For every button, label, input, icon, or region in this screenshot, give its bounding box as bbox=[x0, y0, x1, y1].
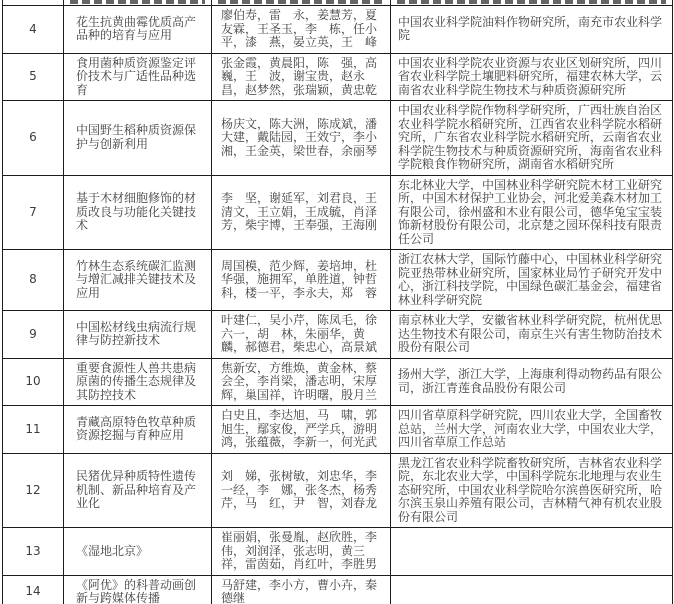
organizations: 黑龙江省农业科学院畜牧研究所，吉林省农业科学院，东北农业大学，中国科学院东北地理与农业生态研究所，中国农业科学院哈尔滨兽医研究所，哈尔滨玉泉山养殖有限公司，吉林精气神有机农业股份有限公司 bbox=[391, 453, 673, 528]
project-title: 基于木材细胞修饰的材质改良与功能化关键技术 bbox=[64, 175, 212, 250]
table-row bbox=[3, 250, 673, 311]
project-title: 《阿优》的科普动画创新与跨媒体传播 bbox=[64, 575, 212, 604]
awardee-names: 廖伯寿，雷 永，姜慧芳，夏友霖，王圣玉，李 栋，任小平，漆 燕，晏立英，王 峰 bbox=[212, 6, 391, 54]
project-title: 《湿地北京》 bbox=[64, 528, 212, 576]
organizations: 东北林业大学，中国林业科学研究院木材工业研究所，中国木材保护工业协会，河北爱美森木材加工有限公司，徐州盛和木业有限公司，德华兔宝宝装饰新材股份有限公司，北京楚之园环保科技有限责任公司 bbox=[391, 175, 673, 250]
organizations: 扬州大学，浙江大学，上海康利得动物药品有限公司，浙江青莲食品股份有限公司 bbox=[391, 358, 673, 406]
row-number: 12 bbox=[3, 453, 64, 528]
awardee-names: 刘 娣，张树敏，刘忠华，李一经，李 娜，张冬杰，杨秀芹，马 红，尹 智，刘春龙 bbox=[212, 453, 391, 528]
awardee-names: 周国模，范少辉，姜培坤，杜华强，施拥军，单胜道，钟哲科，楼一平，李永夫，郑 蓉 bbox=[212, 250, 391, 311]
table-row bbox=[3, 311, 673, 359]
project-title: 竹林生态系统碳汇监测与增汇减排关键技术及应用 bbox=[64, 250, 212, 311]
awardee-names: 崔丽娟，张曼胤，赵欣胜，李 伟，刘润泽，张志明，黄三祥，雷茵茹，肖红叶，李胜男 bbox=[212, 528, 391, 576]
table-row bbox=[3, 528, 673, 576]
table-row bbox=[3, 358, 673, 406]
row-number: 14 bbox=[3, 575, 64, 604]
table-row bbox=[3, 6, 673, 54]
organizations bbox=[391, 575, 673, 604]
table-row bbox=[3, 575, 673, 604]
organizations bbox=[391, 528, 673, 576]
table-row bbox=[3, 406, 673, 454]
row-number: 10 bbox=[3, 358, 64, 406]
clipped-text-fragment bbox=[397, 0, 666, 4]
clipped-text-fragment bbox=[70, 0, 205, 4]
table-row bbox=[3, 175, 673, 250]
organizations: 四川省草原科学研究院，四川农业大学，全国畜牧总站，兰州大学，河南农业大学，中国农业大学，四川省草原工作总站 bbox=[391, 406, 673, 454]
project-title: 青藏高原特色牧草种质资源挖掘与育种应用 bbox=[64, 406, 212, 454]
row-number: 6 bbox=[3, 101, 64, 176]
organizations: 中国农业科学院农业资源与农业区划研究所，四川省农业科学院土壤肥料研究所，福建农林大学，云南省农业科学院生物技术与种质资源研究所 bbox=[391, 53, 673, 101]
awardee-names: 李 坚，谢延军，刘君良，王清文，王立娟，王成毓，肖泽芳，柴宇博，王奉强，王海刚 bbox=[212, 175, 391, 250]
organizations: 浙江农林大学，国际竹藤中心，中国林业科学研究院亚热带林业研究所，国家林业局竹子研究开发中心，浙江科技学院，中国绿色碳汇基金会，福建省林业科学研究院 bbox=[391, 250, 673, 311]
row-number: 5 bbox=[3, 53, 64, 101]
project-title: 中国松材线虫病流行规律与防控新技术 bbox=[64, 311, 212, 359]
clipped-text-fragment bbox=[218, 0, 384, 4]
organizations: 中国农业科学院作物科学研究所，广西壮族自治区农业科学院水稻研究所，江西省农业科学院水稻研究所，广东省农业科学院水稻研究所，云南省农业科学院生物技术与种质资源研究所，海南省农业科学院粮食作物研究所，湖南省水稻研究所 bbox=[391, 101, 673, 176]
row-number: 7 bbox=[3, 175, 64, 250]
row-number: 4 bbox=[3, 6, 64, 54]
project-title: 中国野生稻种质资源保护与创新利用 bbox=[64, 101, 212, 176]
organizations: 南京林业大学，安徽省林业科学研究院，杭州优思达生物技术有限公司，南京生兴有害生物防治技术股份有限公司 bbox=[391, 311, 673, 359]
table-row bbox=[3, 101, 673, 176]
awardee-names: 焦新安，方维焕，黄金林，蔡会全，李肖梁，潘志明，宋厚辉，巢国祥，许明曙，殷月兰 bbox=[212, 358, 391, 406]
row-number: 11 bbox=[3, 406, 64, 454]
project-title: 重要食源性人兽共患病原菌的传播生态规律及其防控技术 bbox=[64, 358, 212, 406]
row-number: 9 bbox=[3, 311, 64, 359]
awardee-names: 杨庆文，陈大洲，陈成斌，潘大建，戴陆园，王效宁，李小湘，王金英，梁世春，余丽琴 bbox=[212, 101, 391, 176]
table-row bbox=[3, 453, 673, 528]
awardee-names: 马舒建，李小方，曹小卉，秦德继 bbox=[212, 575, 391, 604]
row-number: 13 bbox=[3, 528, 64, 576]
awardee-names: 白史且，李达旭，马 啸，郭旭生，鄢家俊，严学兵，游明鸿，张蕴薇，李新一，何光武 bbox=[212, 406, 391, 454]
project-title: 民猪优异种质特性遗传机制、新品种培育及产业化 bbox=[64, 453, 212, 528]
award-project-table bbox=[2, 0, 673, 604]
project-title: 食用菌种质资源鉴定评价技术与广适性品种选育 bbox=[64, 53, 212, 101]
project-title: 花生抗黄曲霉优质高产品种的培育与应用 bbox=[64, 6, 212, 54]
organizations: 中国农业科学院油料作物研究所，南充市农业科学院 bbox=[391, 6, 673, 54]
awardee-names: 叶建仁，吴小芹，陈凤毛，徐六一，胡 林，朱丽华，黄 麟，郝德君，柴忠心，高景斌 bbox=[212, 311, 391, 359]
row-number: 8 bbox=[3, 250, 64, 311]
table-row bbox=[3, 53, 673, 101]
awardee-names: 张金霞，黄晨阳，陈 强，高 巍，王 波，谢宝贵，赵永昌，赵梦然，张瑞颖，黄忠乾 bbox=[212, 53, 391, 101]
table-body bbox=[3, 6, 673, 604]
